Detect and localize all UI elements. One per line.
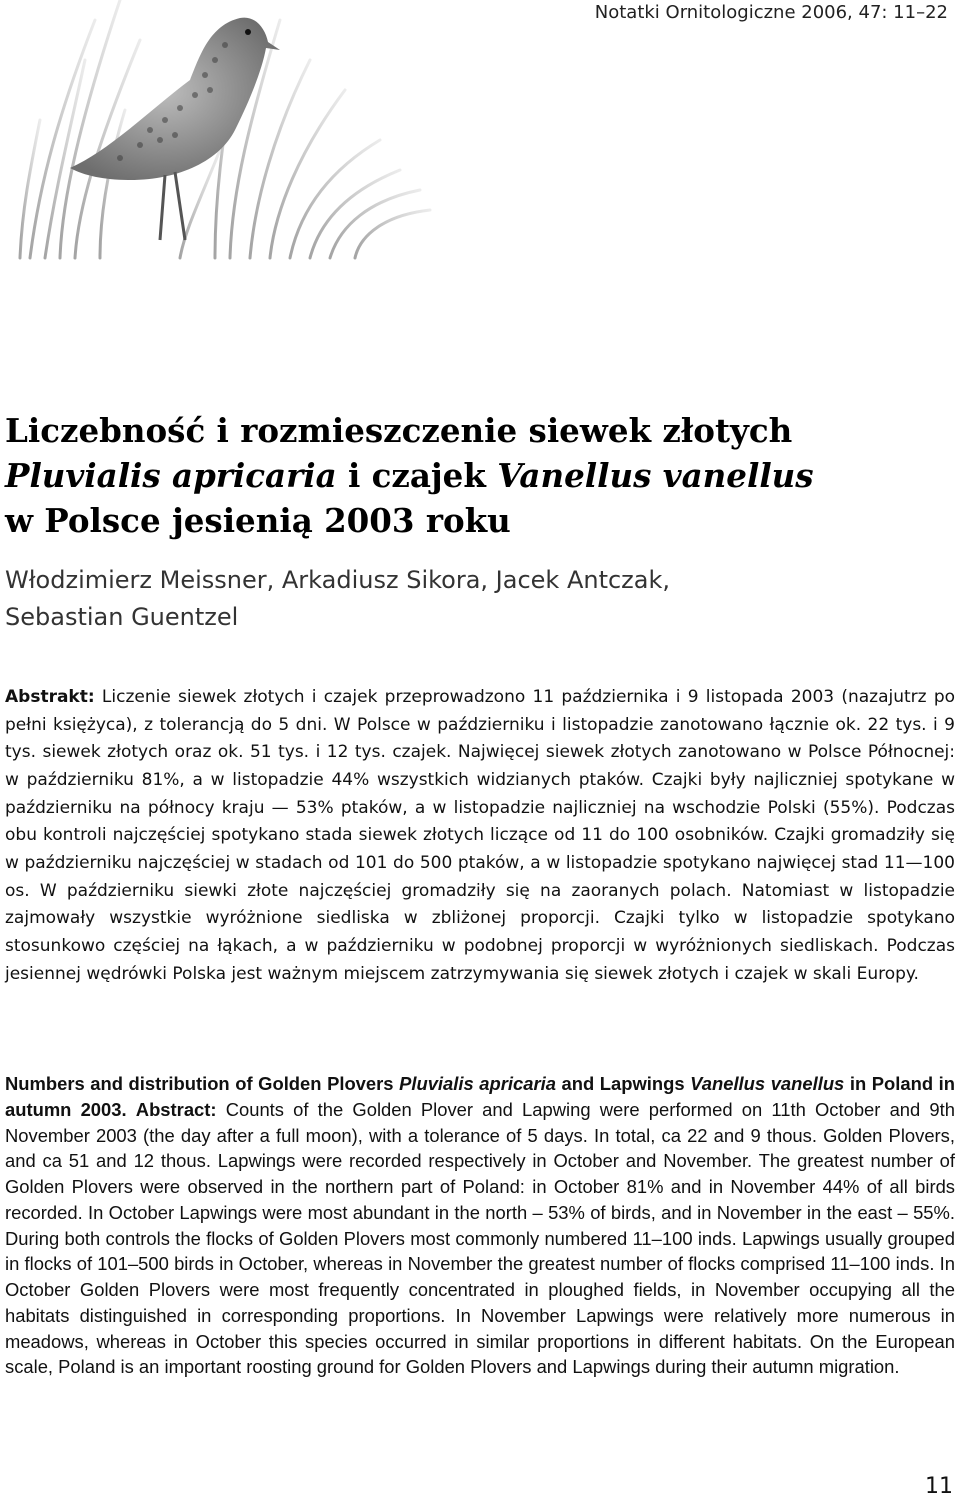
journal-citation: Notatki Ornitologiczne 2006, 47: 11–22 (594, 2, 948, 23)
abstract-polish-label: Abstrakt: (5, 687, 95, 707)
title-line-3: w Polsce jesienią 2003 roku (5, 501, 511, 540)
english-title-species-1: Pluvialis apricaria (399, 1073, 556, 1094)
authors-line-1: Włodzimierz Meissner, Arkadiusz Sikora, Jacek Antczak, (5, 566, 671, 594)
title-line-2 (5, 453, 945, 498)
abstract-english-paragraph (5, 1071, 955, 1380)
english-title-species-2: Vanellus vanellus (690, 1073, 845, 1094)
english-title-part-3: in Poland in autumn 2003. (5, 1073, 955, 1120)
author-list (5, 562, 945, 636)
abstract-polish (5, 684, 955, 988)
page-number: 11 (925, 1474, 953, 1499)
authors-line-2: Sebastian Guentzel (5, 603, 239, 631)
abstract-english-text: Counts of the Golden Plover and Lapwing were performed on 11th October and 9th November 2003 (the day after a full moon), with a tolerance of 5 days. In total, ca 22 and 9 thous. Golden Plovers, and ca 51 and 12 thous. Lapwings were recorded respectively in October and November. The greatest number of Golden Plovers were observed in the northern part of Poland: in October 81% and in November 44% of all birds recorded. In October Lapwings were most abundant in the north – 53% of birds, and in November in the east – 55%. During both controls the flocks of Golden Plovers most commonly numbered 11–100 inds. Lapwings usually grouped in flocks of 101–500 birds in October, whereas in November the greatest number of flocks comprised 11–100 inds. In October Golden Plovers were most frequently concentrated in ploughed fields, in November occupying all the habitats distinguished in corresponding proportions. In November Lapwings were relatively more numerous in meadows, whereas in October this species occurred in similar proportions in different habitats. On the European scale, Poland is an important roosting ground for Golden Plovers and Lapwings during their autumn migration. (5, 1098, 955, 1378)
title-species-2: Vanellus vanellus (497, 456, 814, 495)
abstract-english-label: Abstract: (135, 1098, 217, 1120)
abstract-polish-paragraph (5, 684, 955, 988)
title-line-1: Liczebność i rozmieszczenie siewek złotych (5, 411, 793, 450)
title-connector: i czajek (336, 456, 498, 495)
english-title-part-2: and Lapwings (555, 1073, 691, 1094)
title-species-1: Pluvialis apricaria (5, 456, 337, 495)
english-title-part-1: Numbers and distribution of Golden Plovers (5, 1073, 400, 1094)
abstract-polish-text: Liczenie siewek złotych i czajek przeprowadzono 11 października i 9 listopada 2003 (nazajutrz po pełni księżyca), z tolerancją do 5 dni. W Polsce w październiku i listopadzie zanotowano łącznie ok. 22 tys. i 9 tys. siewek złotych oraz ok. 51 tys. i 12 tys. czajek. Najwięcej siewek złotych zanotowano w Polsce Północnej: w październiku 81%, a w listopadzie 44% wszystkich widzianych ptaków. Czajki były najliczniej spotykane w październiku na północy kraju — 53% ptaków, a w listopadzie najliczniej na wschodzie Polski (55%). Podczas obu kontroli najczęściej spotykano stada siewek złotych liczące od 11 do 100 osobników. Czajki gromadziły się w październiku najczęściej w stadach od 101 do 500 ptaków, a w listopadzie spotykano najwięcej stad 11—100 os. W październiku siewki złote najczęściej gromadziły się na zaoranych polach. Natomiast w listopadzie zajmowały wszystkie wyróżnione siedliska w zbliżonej proporcji. Czajki tylko w listopadzie spotykano stosunkowo częściej na łąkach, a w październiku w podobnej proporcji w wyróżnionych siedliskach. Podczas jesiennej wędrówki Polska jest ważnym miejscem zatrzymywania się siewek złotych i czajek w skali Europy. (5, 687, 956, 984)
article-title (5, 408, 945, 543)
abstract-english (5, 1071, 955, 1380)
bird-illustration (0, 0, 440, 260)
